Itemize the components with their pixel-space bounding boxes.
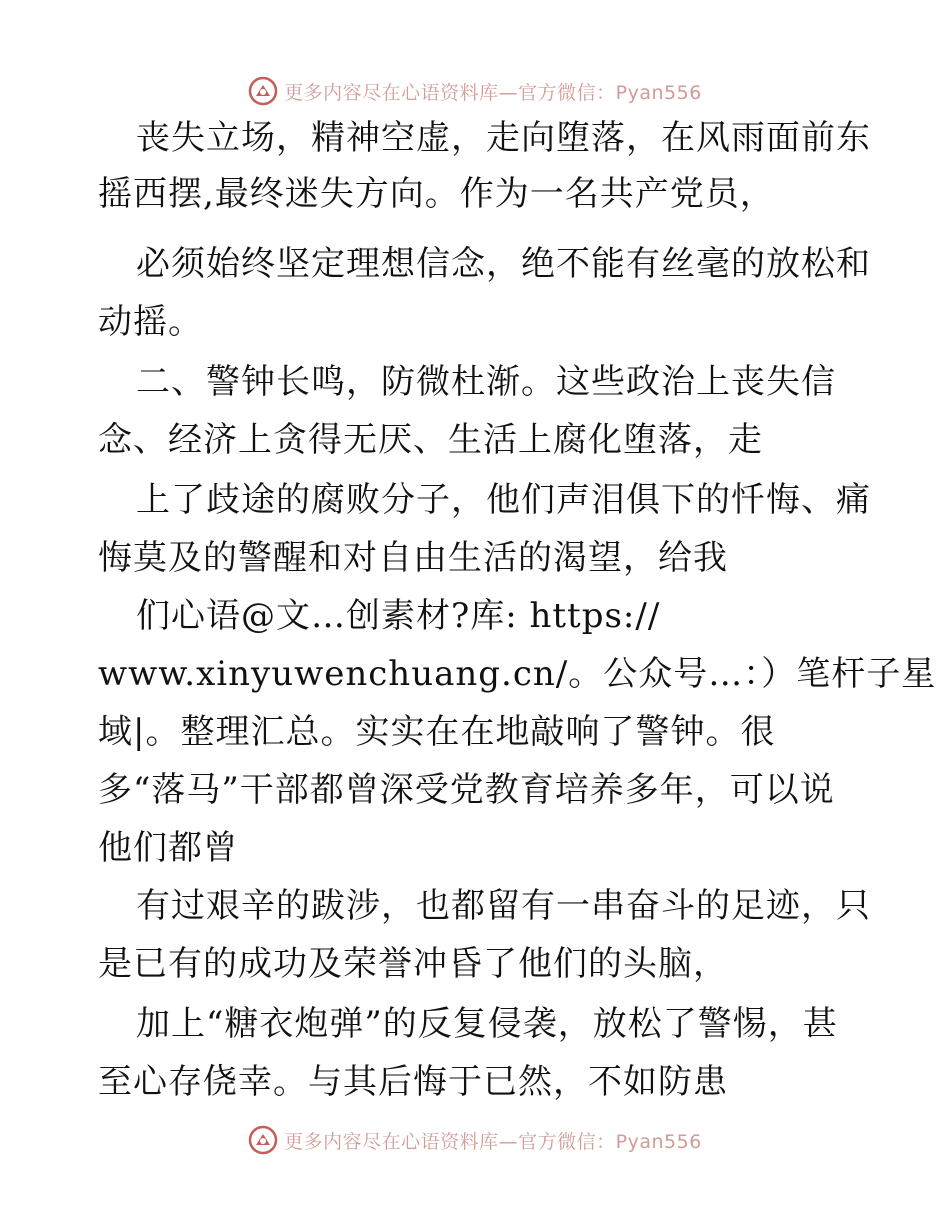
brand-logo-icon bbox=[248, 1125, 278, 1155]
text-line: 二、警钟长鸣，防微杜渐。这些政治上丧失信 bbox=[136, 362, 836, 402]
text-line: 域|。整理汇总。实实在在地敲响了警钟。很 bbox=[98, 712, 776, 752]
header-watermark bbox=[0, 71, 950, 111]
text-line: 悔莫及的警醒和对自由生活的渴望，给我 bbox=[98, 538, 728, 578]
text-line: 至心存侥幸。与其后悔于已然，不如防患 bbox=[98, 1062, 728, 1102]
text-line: 们心语@文…创素材?库: https:// bbox=[136, 596, 661, 636]
watermark-text: 更多内容尽在心语资料库—官方微信：Pyan556 bbox=[284, 81, 702, 104]
watermark-text: 更多内容尽在心语资料库—官方微信：Pyan556 bbox=[284, 1130, 702, 1153]
brand-logo-icon bbox=[248, 76, 278, 106]
text-line: 念、经济上贪得无厌、生活上腐化堕落，走 bbox=[98, 420, 763, 460]
text-line: 动摇。 bbox=[98, 302, 203, 342]
footer-watermark bbox=[0, 1120, 950, 1160]
text-line: 上了歧途的腐败分子，他们声泪俱下的忏悔、痛 bbox=[136, 480, 871, 520]
text-line: 多“落马”干部都曾深受党教育培养多年，可以说 bbox=[98, 770, 835, 810]
text-line: 他们都曾 bbox=[98, 828, 238, 868]
text-line: 摇西摆,最终迷失方向。作为一名共产党员， bbox=[98, 174, 775, 214]
text-line: 加上“糖衣炮弹”的反复侵袭，放松了警惕，甚 bbox=[136, 1004, 838, 1044]
text-line: 有过艰辛的跋涉，也都留有一串奋斗的足迹，只 bbox=[136, 886, 871, 926]
text-line: 必须始终坚定理想信念，绝不能有丝毫的放松和 bbox=[136, 244, 871, 284]
text-line: 是已有的成功及荣誉冲昏了他们的头脑， bbox=[98, 944, 728, 984]
text-line: www.xinyuwenchuang.cn/。公众号…：）笔杆子星 bbox=[98, 654, 937, 694]
text-line: 丧失立场，精神空虚，走向堕落，在风雨面前东 bbox=[136, 118, 871, 158]
